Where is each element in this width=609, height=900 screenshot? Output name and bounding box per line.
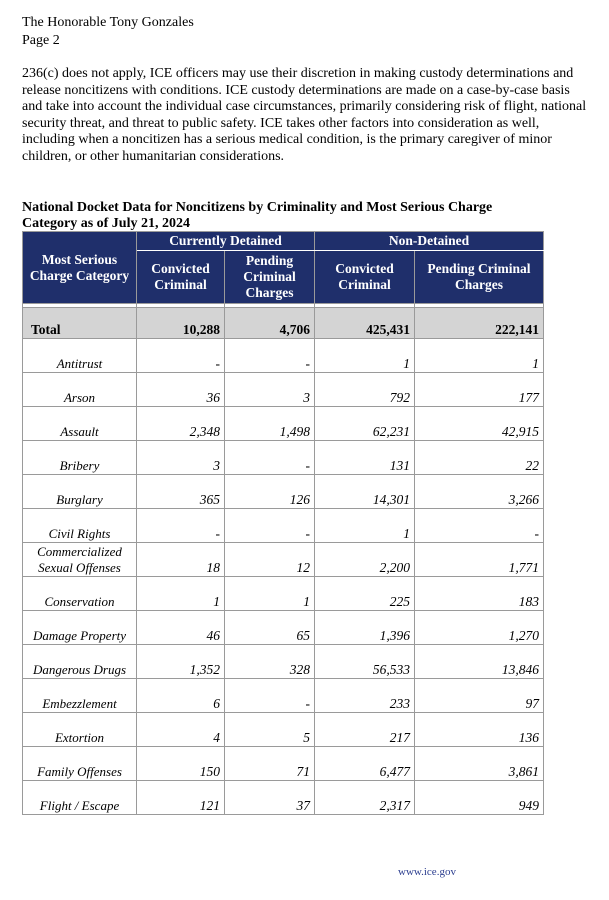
row-category: Conservation [23,577,137,611]
cell-non-convicted: 217 [315,713,415,747]
cell-det-pending: 1,498 [225,407,315,441]
row-category: Damage Property [23,611,137,645]
cell-non-convicted: 2,317 [315,781,415,815]
cell-non-convicted: 6,477 [315,747,415,781]
cell-non-pending: 3,861 [415,747,544,781]
header-det-convicted: Convicted Criminal [137,251,225,304]
total-non-convicted: 425,431 [315,308,415,339]
cell-non-pending: 1,771 [415,543,544,577]
table-row [23,747,544,781]
row-category: Flight / Escape [23,781,137,815]
cell-det-pending: 5 [225,713,315,747]
row-category: Arson [23,373,137,407]
table-row [23,407,544,441]
cell-det-pending: 1 [225,577,315,611]
total-row [23,308,544,339]
cell-non-convicted: 56,533 [315,645,415,679]
cell-det-convicted: 365 [137,475,225,509]
table-row [23,543,544,577]
recipient-line: The Honorable Tony Gonzales [22,15,194,30]
cell-det-pending: 3 [225,373,315,407]
header-det-pending: Pending Criminal Charges [225,251,315,304]
table-row [23,781,544,815]
cell-non-convicted: 62,231 [315,407,415,441]
row-category: Assault [23,407,137,441]
header-non-detained: Non-Detained [315,232,544,251]
table-row [23,475,544,509]
cell-non-pending: 136 [415,713,544,747]
table-row [23,645,544,679]
cell-det-convicted: - [137,509,225,543]
cell-non-pending: 183 [415,577,544,611]
cell-non-pending: 177 [415,373,544,407]
table-row [23,713,544,747]
cell-det-pending: 126 [225,475,315,509]
cell-non-convicted: 225 [315,577,415,611]
cell-det-pending: - [225,509,315,543]
cell-det-convicted: 6 [137,679,225,713]
cell-det-pending: 71 [225,747,315,781]
row-category: Antitrust [23,339,137,373]
cell-non-pending: 1 [415,339,544,373]
cell-non-convicted: 1,396 [315,611,415,645]
row-category: Extortion [23,713,137,747]
cell-det-convicted: 36 [137,373,225,407]
cell-det-pending: 328 [225,645,315,679]
table-row [23,339,544,373]
row-category: Dangerous Drugs [23,645,137,679]
cell-non-pending: 949 [415,781,544,815]
table-row [23,441,544,475]
cell-det-convicted: 1,352 [137,645,225,679]
total-label: Total [23,308,137,339]
cell-non-pending: 97 [415,679,544,713]
cell-det-convicted: 46 [137,611,225,645]
page-number: Page 2 [22,33,60,48]
cell-non-pending: 13,846 [415,645,544,679]
total-det-convicted: 10,288 [137,308,225,339]
row-category: Civil Rights [23,509,137,543]
cell-non-pending: - [415,509,544,543]
cell-non-pending: 3,266 [415,475,544,509]
cell-det-pending: 37 [225,781,315,815]
cell-det-pending: - [225,339,315,373]
cell-non-pending: 42,915 [415,407,544,441]
cell-non-convicted: 1 [315,339,415,373]
header-non-convicted: Convicted Criminal [315,251,415,304]
cell-det-pending: - [225,441,315,475]
cell-det-pending: - [225,679,315,713]
row-category: Burglary [23,475,137,509]
intro-paragraph: 236(c) does not apply, ICE officers may use their discretion in making custody determinations and release noncitizens with conditions. ICE custody determinations are made on a case-by-case basis and take into account the individual case circumstances, primarily considering risk of flight, national security threat, and threat to public safety. ICE takes other factors into consideration as well, including when a noncitizen has a serious medical condition, is the primary caregiver of minor children, or other humanitarian considerations. [22,66,587,164]
row-category: Bribery [23,441,137,475]
cell-non-pending: 22 [415,441,544,475]
cell-det-convicted: 4 [137,713,225,747]
cell-det-convicted: 150 [137,747,225,781]
row-category: Embezzlement [23,679,137,713]
cell-non-convicted: 2,200 [315,543,415,577]
table-row [23,373,544,407]
header-category: Most Serious Charge Category [23,232,137,304]
total-non-pending: 222,141 [415,308,544,339]
header-currently-detained: Currently Detained [137,232,315,251]
cell-det-convicted: 2,348 [137,407,225,441]
cell-det-convicted: 18 [137,543,225,577]
total-det-pending: 4,706 [225,308,315,339]
table-title: National Docket Data for Noncitizens by Criminality and Most Serious Charge Category as of July 21, 2024 [22,200,493,231]
cell-non-convicted: 792 [315,373,415,407]
cell-non-convicted: 1 [315,509,415,543]
cell-det-convicted: - [137,339,225,373]
letter-header [22,14,194,50]
table-row [23,577,544,611]
cell-det-pending: 12 [225,543,315,577]
cell-det-convicted: 1 [137,577,225,611]
table-row [23,509,544,543]
row-category: Family Offenses [23,747,137,781]
cell-det-convicted: 121 [137,781,225,815]
row-category: Commercialized Sexual Offenses [23,543,137,577]
cell-non-convicted: 233 [315,679,415,713]
cell-non-pending: 1,270 [415,611,544,645]
header-non-pending: Pending Criminal Charges [415,251,544,304]
footer-website-link[interactable]: www.ice.gov [398,866,456,878]
cell-det-convicted: 3 [137,441,225,475]
table-row [23,679,544,713]
cell-non-convicted: 131 [315,441,415,475]
cell-det-pending: 65 [225,611,315,645]
cell-non-convicted: 14,301 [315,475,415,509]
table-row [23,611,544,645]
docket-table [22,231,544,815]
